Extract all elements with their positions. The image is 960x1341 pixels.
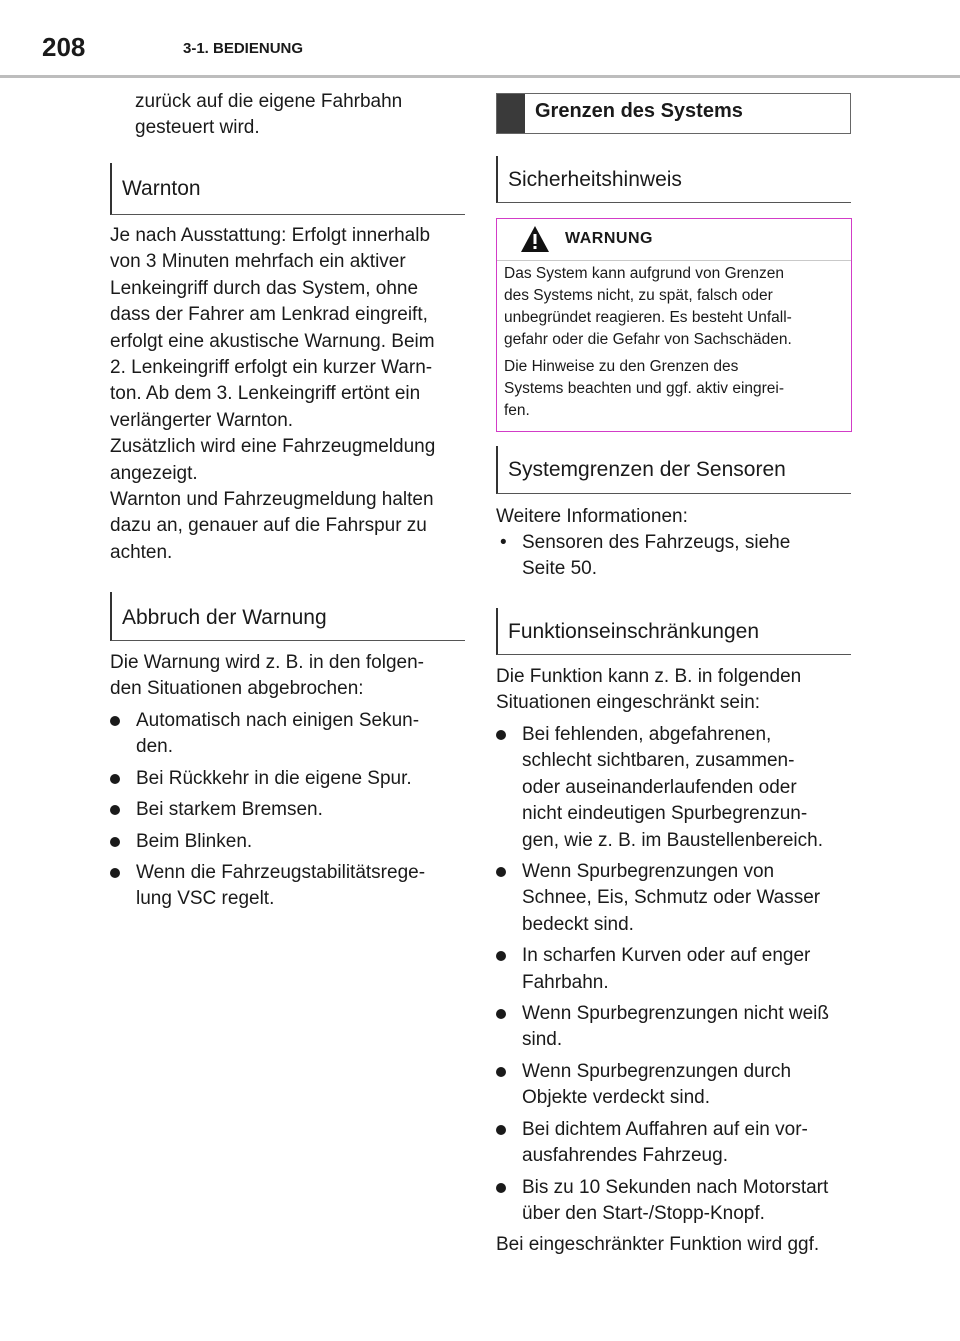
list-item: Beim Blinken. [110,829,465,855]
list-marker: • [500,532,507,553]
warning-text-1: Das System kann aufgrund von Grenzen des Systems nicht, zu spät, falsch oder unbegründet reagieren. Es besteht Unfall- gefahr oder die Gefahr von Sachschäden. [504,265,792,348]
header-divider [0,75,960,78]
funktion-outro: Bei eingeschränkter Funktion wird ggf. [496,1234,820,1255]
list-item: Bei starkem Bremsen. [110,797,465,823]
bullet-icon [496,730,506,740]
chapter-title: 3-1. BEDIENUNG [183,40,304,57]
heading-funktionseinschraenkungen: Funktionseinschränkungen [496,608,851,655]
intro-line: gesteuert wird. [135,117,260,139]
warning-text-2: Die Hinweise zu den Grenzen des Systems beachten und ggf. aktiv eingrei- fen. [504,358,785,419]
page-header [0,0,960,78]
funktion-list [496,722,852,1232]
section-title-box [496,93,851,134]
bullet-icon [110,805,120,815]
list-item: Bei Rückkehr in die eigene Spur. [110,766,465,792]
bullet-icon [496,1009,506,1019]
list-item: • Sensoren des Fahrzeugs, siehe Seite 50. [500,532,791,580]
heading-systemgrenzen-sensoren: Systemgrenzen der Sensoren [496,446,851,494]
abbruch-list [110,708,465,918]
bullet-icon [496,867,506,877]
intro-paragraph [135,89,465,142]
warning-label: WARNUNG [565,230,653,247]
intro-line: zurück auf die eigene Fahrbahn [135,91,403,112]
warning-box [496,218,852,432]
bullet-icon [496,1125,506,1135]
list-item: Wenn Spurbegrenzungen nicht weiß sind. [496,1001,852,1054]
list-item: Bis zu 10 Sekunden nach Motorstart über den Start-/Stopp-Knopf. [496,1175,852,1228]
sensoren-intro: Weitere Informationen: [496,506,688,527]
heading-sicherheitshinweis: Sicherheitshinweis [496,156,851,203]
section-title: Grenzen des Systems [535,100,743,122]
bullet-icon [496,1067,506,1077]
sensoren-list [496,530,851,583]
list-item: In scharfen Kurven oder auf enger Fahrbahn. [496,943,852,996]
list-item: Wenn die Fahrzeugstabilitätsrege- lung VSC regelt. [110,860,465,913]
bullet-icon [110,868,120,878]
funktion-intro: Die Funktion kann z. B. in folgenden Situationen eingeschränkt sein: [496,666,802,714]
warning-triangle-icon [520,225,550,253]
abbruch-intro: Die Warnung wird z. B. in den folgen- den Situationen abgebrochen: [110,652,425,700]
list-item: Wenn Spurbegrenzungen von Schnee, Eis, Schmutz oder Wasser bedeckt sind. [496,859,852,938]
heading-abbruch: Abbruch der Warnung [110,592,465,641]
section-title-bar [497,94,525,133]
bullet-icon [496,1183,506,1193]
bullet-icon [110,837,120,847]
page-number: 208 [42,32,86,62]
warnton-paragraph: Je nach Ausstattung: Erfolgt innerhalb von 3 Minuten mehrfach ein aktiver Lenkeingriff durch das System, ohne dass der Fahrer am Lenkrad eingreift, erfolgt eine akustische Warnung. Beim 2. Lenkeingriff erfolgt ein kurzer Warn- ton. Ab dem 3. Lenkeingriff ertönt ein verlängerter Warnton. Zusätzlich wird eine Fahrzeugmeldung angezeigt. Warnton und Fahrzeugmeldung halten dazu an, genauer auf die Fahrspur zu achten. [110,225,436,563]
warning-header [497,219,851,261]
bullet-icon [496,951,506,961]
list-item: Bei fehlenden, abgefahrenen, schlecht sichtbaren, zusammen- oder auseinanderlaufenden oder nicht eindeutigen Spurbegrenzun- gen, wie z. B. im Baustellenbereich. [496,722,852,854]
list-item: Wenn Spurbegrenzungen durch Objekte verdeckt sind. [496,1059,852,1112]
bullet-icon [110,774,120,784]
bullet-icon [110,716,120,726]
list-item: Automatisch nach einigen Sekun- den. [110,708,465,761]
heading-warnton: Warnton [110,163,465,215]
list-item: Bei dichtem Auffahren auf ein vor- ausfahrendes Fahrzeug. [496,1117,852,1170]
